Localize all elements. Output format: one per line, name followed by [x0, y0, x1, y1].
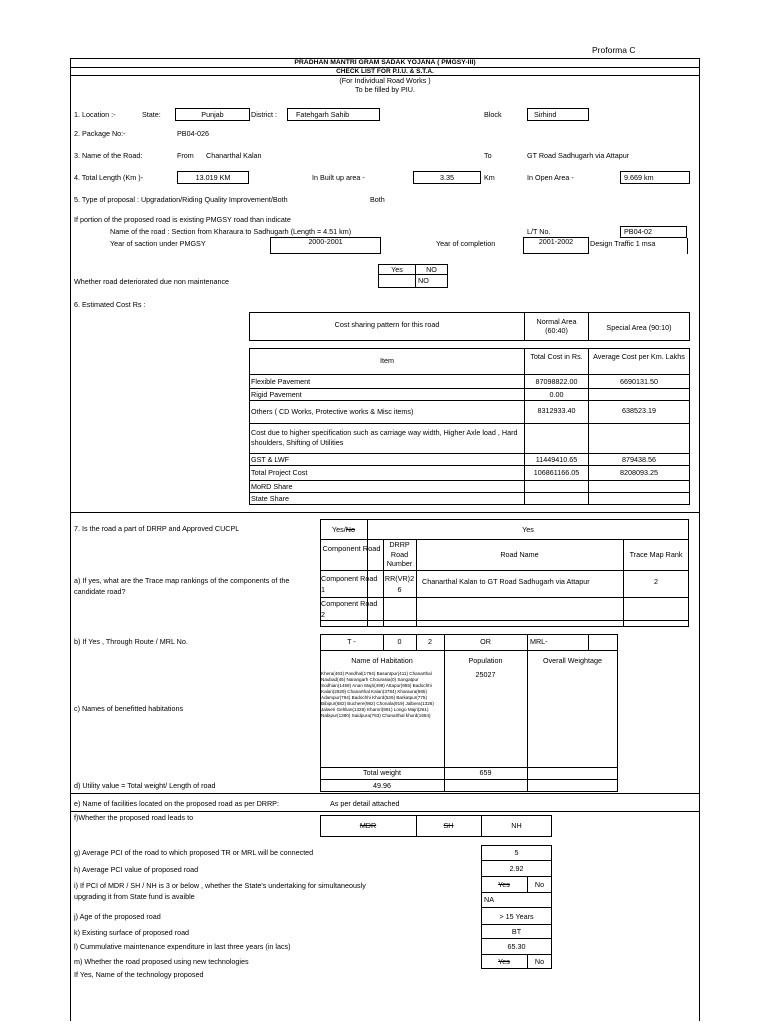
cost-row-total: 8312933.40 — [537, 406, 576, 415]
deteriorated-label: Whether road deteriorated due non maintenance — [74, 277, 230, 286]
package-value: PB04-026 — [177, 129, 209, 138]
road-to: GT Road Sadhugarh via Attapur — [527, 151, 630, 160]
road-name-label: 3. Name of the Road: — [74, 151, 143, 160]
state-label: State: — [142, 110, 161, 119]
road-name-header: Road Name — [500, 550, 539, 559]
state-field: Punjab — [175, 108, 250, 121]
population-header: Population — [468, 656, 503, 665]
lt-label: L/T No. — [527, 227, 551, 236]
component-road-header: Component Road — [322, 544, 381, 553]
cost-row-total: 11449410.65 — [535, 455, 578, 464]
cost-row-item: MoRD Share — [251, 482, 293, 491]
drrp-label: 7. Is the road a part of DRRP and Approved CUCPL — [74, 524, 240, 533]
facilities-label: e) Name of facilities located on the proposed road as per DRRP: — [74, 799, 279, 808]
through-route-label: b) If Yes , Through Route / MRL No. — [74, 637, 188, 646]
through-route-digit-1: 0 — [397, 637, 402, 646]
surface-label: k) Existing surface of proposed road — [74, 928, 190, 937]
district-label: District : — [251, 110, 277, 119]
population-value: 25027 — [475, 670, 496, 679]
undertaking-na: NA — [484, 895, 494, 904]
pci-connected-value: 5 — [514, 848, 519, 857]
builtup-label: In Built up area - — [312, 173, 365, 182]
technology-name-label: If Yes, Name of the technology proposed — [74, 970, 204, 979]
design-traffic: Design Traffic 1 msa — [590, 239, 656, 248]
trace-map-rank-header: Trace Map Rank — [629, 550, 683, 559]
leads-to-mdr: MDR — [359, 821, 377, 830]
overall-weightage-header: Overall Weightage — [543, 656, 602, 665]
age-label: j) Age of the proposed road — [74, 912, 161, 921]
cost-row-total: 106861166.05 — [533, 468, 580, 477]
leads-to-label: f)Whether the proposed road leads to — [74, 813, 194, 822]
deteriorated-no-header: NO — [415, 264, 448, 275]
total-length: 13.019 KM — [177, 171, 249, 184]
cost-row-item: Rigid Pavement — [251, 390, 302, 399]
road-from: Chanarthal Kalan — [206, 151, 262, 160]
avg-cost-header: Average Cost per Km. Lakhs — [588, 348, 690, 375]
leads-to-sh: SH — [443, 821, 454, 830]
cost-row-item: Cost due to higher specification such as carriage way width, Higher Axle load , Hard shoulders, Shifting of Utilities — [251, 428, 518, 447]
cost-row-item: Total Project Cost — [251, 468, 308, 477]
cost-row-item: Others ( CD Works, Protective works & Misc items) — [251, 407, 414, 416]
component-road-2: Component Road 2 — [321, 599, 378, 619]
open-area-length: 9.669 km — [620, 171, 690, 184]
block-field: Sirhind — [527, 108, 589, 121]
road-to-label: To — [484, 151, 492, 160]
pci-connected-label: g) Average PCI of the road to which proposed TR or MRL will be connected — [74, 848, 314, 857]
form-title: PRADHAN MANTRI GRAM SADAK YOJANA ( PMGSY-III) — [294, 59, 476, 66]
normal-area-header: Normal Area (60:40) — [524, 312, 589, 341]
existing-road-section: Name of the road : Section from Kharaura to Sadhugarh (Length = 4.51 km) — [110, 227, 352, 236]
pci-undertaking-label: i) If PCI of MDR / SH / NH is 3 or below , whether the State's undertaking for simultaneously upgrading it from State fund is avaible — [74, 881, 366, 901]
through-route-digit-2: 2 — [428, 637, 432, 646]
existing-road-label: If portion of the proposed road is existing PMGSY road than indicate — [74, 215, 291, 224]
total-weight-label: Total weight — [363, 768, 401, 777]
component-road-1: Component Road 1 — [321, 574, 378, 594]
deteriorated-yes-header: Yes — [378, 264, 416, 275]
cost-sharing-label: Cost sharing pattern for this road — [334, 320, 440, 329]
utility-label: d) Utility value = Total weight/ Length of road — [74, 781, 216, 790]
cost-row-total: 87098822.00 — [535, 377, 578, 386]
drrp-answer: Yes — [522, 525, 534, 534]
cost-row-avg: 6690131.50 — [620, 377, 658, 386]
form-subtitle-3: To be filled by PIU. — [355, 85, 415, 94]
estimated-cost-label: 6. Estimated Cost Rs : — [74, 300, 146, 309]
cost-row-avg: 638523.19 — [622, 406, 656, 415]
pci-proposed-label: h) Average PCI value of proposed road — [74, 865, 199, 874]
habitations-label: c) Names of benefitted habitations — [74, 704, 184, 713]
form-subtitle-2: (For Individual Road Works ) — [339, 76, 431, 85]
maintenance-label: l) Cummulative maintenance expenditure in last three years (in lacs) — [74, 942, 291, 951]
habitation-name-header: Name of Habitation — [351, 656, 413, 665]
maintenance-value: 65.30 — [507, 942, 526, 951]
district-field: Fatehgarh Sahib — [287, 108, 380, 121]
undertaking-yes: Yes — [498, 880, 510, 889]
sanction-year: 2000-2001 — [270, 237, 381, 254]
completion-label: Year of completion — [436, 239, 496, 248]
sanction-year-label: Year of saction under PMGSY — [110, 239, 206, 248]
road-name-1: Chanarthal Kalan to GT Road Sadhugarh via Attapur — [422, 577, 590, 586]
length-label: 4. Total Length (Km )- — [74, 173, 143, 182]
surface-value: BT — [511, 927, 522, 936]
cost-row — [249, 492, 690, 505]
road-age-value: > 15 Years — [499, 912, 534, 921]
road-from-label: From — [177, 151, 194, 160]
lt-number: PB04-02 — [620, 226, 687, 238]
cost-row-avg: 879438.56 — [622, 455, 656, 464]
deteriorated-answer: NO — [415, 274, 448, 288]
mrl-label: MRL- — [530, 637, 548, 646]
leads-to-nh: NH — [511, 821, 522, 830]
habitation-list: Khera(463) Pandhal(1794) Basantpur(411) Chanarthal Naubad(45) Narangarh Chourasia(0) Sangatpur Sodhian(1459) Anan Majri(499) Attapur(955) Badochhi Kalan(2829) Chanarthal Kalan(3784) Kharaura(985) Adampur(794) Badochhi Khurd(526) Barkatpur(775) Bibipur(682) Buchere(982) Chonala(919) Jalbera(1326) Jalweri Gehlian(1328) Kharori(991) Longo Majri(261) Nabipur(1390) Saidpura(763) Chanarthal khurd(1684) — [321, 671, 434, 719]
undertaking-no: No — [534, 880, 545, 889]
through-route-or: OR — [480, 637, 491, 646]
open-area-label: In Open Area - — [527, 173, 574, 182]
new-technology-label: m) Whether the road proposed using new technologies — [74, 957, 249, 966]
total-weight-value: 659 — [479, 768, 492, 777]
block-label: Block — [484, 110, 502, 119]
proposal-type-value: Both — [370, 195, 385, 204]
package-label: 2. Package No:- — [74, 129, 126, 138]
special-area-header: Special Area (90:10) — [588, 312, 690, 341]
deteriorated-yes-cell — [378, 274, 416, 288]
cost-row-total: 0.00 — [549, 390, 564, 399]
cost-row-avg: 8208093.25 — [620, 468, 658, 477]
cost-item-header: Item — [380, 356, 394, 365]
new-tech-yes: Yes — [498, 957, 510, 966]
drrp-yesno: Yes/No — [332, 525, 355, 534]
location-label: 1. Location :- — [74, 110, 116, 119]
total-cost-header: Total Cost in Rs. — [524, 348, 589, 375]
builtup-length: 3.35 — [413, 171, 481, 184]
through-route-t: T - — [347, 637, 356, 646]
proforma-label: Proforma C — [592, 45, 636, 55]
drrp-number-header: DRRP Road Number — [386, 540, 413, 568]
cost-row-item: GST & LWF — [251, 455, 290, 464]
cost-row-item: Flexible Pavement — [251, 377, 311, 386]
utility-value: 49.96 — [373, 781, 391, 790]
cost-row-item: State Share — [251, 494, 289, 503]
trace-map-rank-1: 2 — [654, 577, 658, 586]
proposal-type-label: 5. Type of proposal : Upgradation/Riding Quality Improvement/Both — [74, 195, 288, 204]
pci-proposed-value: 2.92 — [509, 864, 524, 873]
facilities-value: As per detail attached — [330, 799, 400, 808]
trace-map-question: a) If yes, what are the Trace map rankings of the components of the candidate road? — [74, 576, 290, 596]
km-unit: Km — [484, 173, 495, 182]
new-tech-no: No — [534, 957, 545, 966]
form-subtitle: CHECK LIST FOR P.I.U. & S.T.A. — [336, 68, 434, 75]
drrp-road-number-1: RR(VR)2 6 — [384, 574, 415, 594]
completion-year: 2001-2002 — [523, 237, 589, 254]
